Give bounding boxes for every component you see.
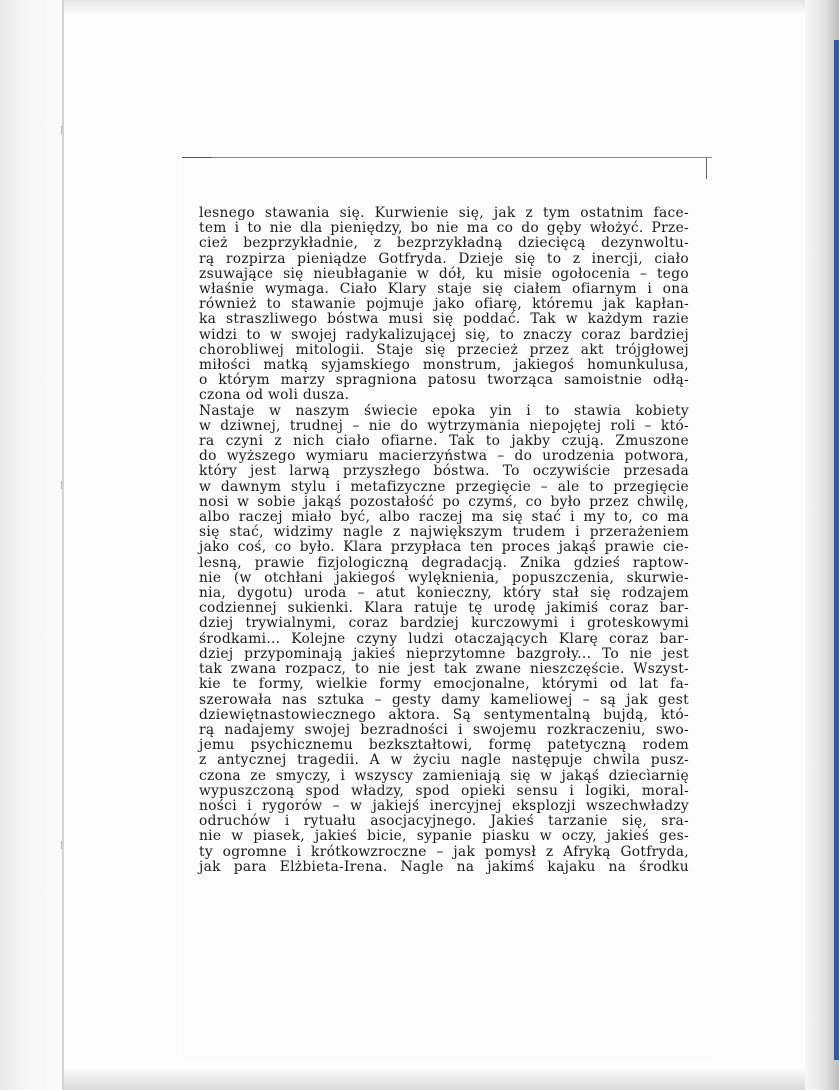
text-line: do wyższego wymiaru macierzyństwa – do urodzenia potwora, [199, 448, 689, 465]
sheet-edge-left [182, 157, 212, 158]
text-line: rą nadajemy swojej bezradności i swojemu rozkraczeniu, swo- [199, 721, 689, 738]
text-line: cież bezprzykładnie, z bezprzykładną dziecięcą dezynwoltu- [199, 235, 689, 252]
text-line: zsuwające się nieubłaganie w dół, ku misie ogołocenia – tego [199, 265, 689, 282]
top-edge-shadow [64, 0, 805, 14]
text-line: czona od woli dusza. [199, 387, 350, 404]
text-line: lesną, prawie fizjologiczną degradacją. Znika gdzieś raptow- [199, 554, 689, 571]
text-line: tem i to nie dla pieniędzy, bo nie ma co do gęby włożyć. Prze- [199, 220, 689, 237]
text-line: dziej przypominają jakieś nieprzytomne bazgroły... To nie jest [199, 645, 689, 662]
text-line: odruchów i rytuału asocjacyjnego. Jakieś tarzanie się, sra- [199, 813, 689, 830]
margin-mark: | [60, 480, 63, 489]
text-line: się stać, widzimy nagle z największym trudem i przerażeniem [199, 524, 689, 541]
text-line: czona ze smyczy, i wszyscy zamieniają się w jakąś dziecìarnię [199, 767, 689, 784]
page-fold-line [62, 0, 64, 1090]
text-line: ty ogromne i krótkowzroczne – jak pomysł z Afryką Gotfryda, [199, 843, 689, 860]
text-line: w dawnym stylu i metafizyczne przegięcie – ale to przegięcie [199, 478, 689, 495]
margin-mark: | [60, 125, 63, 134]
text-line: kie te formy, wielkie formy emocjonalne, którymi od lat fa- [199, 676, 689, 693]
blue-cover-edge [834, 40, 839, 1060]
text-line: który jest larwą przyszłego bóstwa. To oczywiście przesada [199, 463, 689, 480]
text-line: ra czyni z nich ciało ofiarne. Tak to jakby czują. Zmuszone [199, 433, 689, 450]
text-line: jako coś, co było. Klara przypłaca ten proces jakąś prawie cie- [199, 539, 689, 556]
sheet-edge-right [706, 157, 707, 179]
text-line: albo raczej miało być, albo raczej ma się stać i my to, co ma [199, 509, 689, 526]
text-line: codziennej sukienki. Klara ratuje tę urodę jakimiś coraz bar- [199, 600, 689, 617]
text-line: nie w piasek, jakieś bicie, sypanie piasku w oczy, jakieś ges- [199, 828, 689, 845]
text-line: o którym marzy spragniona patosu tworząca samoistnie odłą- [199, 372, 689, 389]
text-line: nie (w otchłani jakiegoś wylęknienia, popuszczenia, skurwie- [199, 569, 689, 586]
text-line: rą rozpirza pieniądze Gotfryda. Dzieje się to z inercji, ciało [199, 250, 689, 267]
text-line: wypuszczoną spod władzy, spod opieki sensu i logiki, moral- [199, 782, 689, 799]
body-text [199, 206, 689, 875]
margin-mark: | [60, 840, 63, 849]
text-line: ności i rygorów – w jakiejś inercyjnej eksplozji wszechwładzy [199, 797, 689, 814]
text-line: widzi to w swojej radykalizującej się, to znaczy coraz bardziej [199, 326, 689, 343]
left-page-shadow [0, 0, 64, 1090]
text-line: środkami... Kolejne czyny ludzi otaczających Klarę coraz bar- [199, 630, 689, 647]
text-line: chorobliwej mitologii. Staje się przecież przez akt trójgłowej [199, 341, 689, 358]
text-line: również to stawanie pojmuje jako ofiarę, któremu jak kapłan- [199, 296, 689, 313]
bottom-edge-shadow [64, 1068, 805, 1090]
text-line: ka straszliwego bóstwa musi się poddać. Tak w każdym razie [199, 311, 689, 328]
text-line: jemu psychicznemu bezkształtowi, formę patetyczną rodem [199, 737, 689, 754]
text-line: w dziwnej, trudnej – nie do wytrzymania niepojętej roli – któ- [199, 417, 689, 434]
text-line: miłości matką syjamskiego monstrum, jakiegoś homunkulusa, [199, 357, 689, 374]
text-line: szerowała nas sztuka – gesty damy kameliowej – są jak gest [199, 691, 689, 708]
text-line: dziewiętnastowiecznego aktora. Są sentymentalną bujdą, któ- [199, 706, 689, 723]
text-line: dziej trywialnymi, coraz bardziej kurczowymi i groteskowymi [199, 615, 689, 632]
text-line: właśnie wymaga. Ciało Klary staje się ciałem ofiarnym i ona [199, 281, 689, 298]
text-line: Nastaje w naszym świecie epoka yin i to stawia kobiety [199, 402, 689, 419]
text-line: z antycznej tragedii. A w życiu nagle następuje chwila pusz- [199, 752, 689, 769]
text-line: nosi w sobie jakąś pozostałość po czymś, co było przez chwilę, [199, 493, 689, 510]
text-line: nia, dygotu) uroda – atut konieczny, który stał się rodzajem [199, 585, 689, 602]
text-line: lesnego stawania się. Kurwienie się, jak z tym ostatnim face- [199, 205, 689, 221]
text-line: tak zwana rozpacz, to nie jest tak zwane nieszczęście. Wszyst- [199, 661, 689, 678]
text-line: jak para Elżbieta-Irena. Nagle na jakimś kajaku na środku [199, 858, 689, 875]
